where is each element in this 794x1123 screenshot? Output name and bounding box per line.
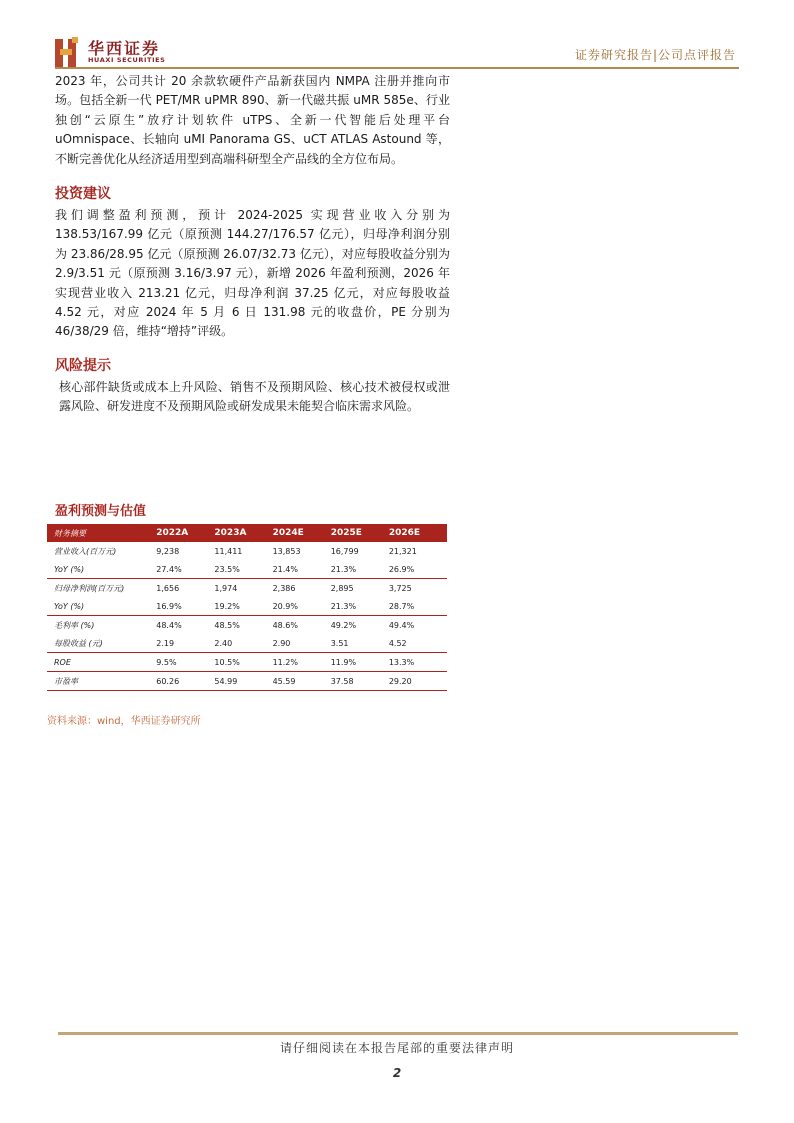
cell: 21.4% [272, 564, 298, 574]
investment-paragraph: 我们调整盈利预测，预计 2024-2025 实现营业收入分别为 138.53/167.99 亿元（原预测 144.27/176.57 亿元），归母净利润分别为 23.86/28.95 亿元（原预测 26.07/32.73 亿元），对应每股收益分别为 2.9/3.51 元（原预测 3.16/3.97 元），新增 2026 年盈利预测，2026 年实现营业收入 213.21 亿元，归母净利润 37.25 亿元，对应每股收益 4.52 元，对应 2024 年 5 月 6 日 131.98 元的收盘价，PE 分别为 46/38/29 倍，维持“增持”评级。 [55, 208, 450, 339]
cell: 16.9% [156, 601, 182, 611]
cell: 48.4% [156, 616, 214, 635]
brand-name: 华西证券 [88, 39, 161, 58]
table-row [47, 672, 447, 691]
table-row [47, 560, 447, 579]
cell: 27.4% [156, 564, 182, 574]
header-year: 2022A [156, 524, 214, 542]
cell: 21,321 [388, 546, 417, 556]
risk-paragraph: 核心部件缺货或成本上升风险、销售不及预期风险、核心技术被侵权或泄露风险、研发进度不及预期风险或研发成果未能契合临床需求风险。 [59, 379, 450, 414]
cell: 45.59 [273, 672, 331, 691]
cell: 13,853 [272, 546, 301, 556]
cell: 26.9% [388, 564, 415, 574]
table-row [47, 653, 447, 672]
investment-title: 投资建议 [55, 186, 111, 203]
huaxi-logo-icon [55, 37, 81, 67]
cell: 10.5% [214, 653, 272, 672]
cell: 2,386 [273, 579, 331, 598]
table-row [47, 597, 447, 616]
row-label: 毛利率 (%) [47, 616, 156, 635]
cell: 20.9% [272, 601, 298, 611]
cell: 54.99 [214, 672, 272, 691]
cell: 60.26 [156, 672, 214, 691]
header-year: 2026E [389, 524, 447, 542]
header-label: 财务摘要 [47, 524, 156, 542]
cell: 48.6% [273, 616, 331, 635]
cell: 2.19 [156, 638, 175, 648]
cell: 9,238 [156, 546, 180, 556]
row-label: 归母净利润(百万元) [47, 579, 156, 598]
cell: 49.2% [331, 616, 389, 635]
table-row [47, 579, 447, 598]
cell: 19.2% [214, 601, 240, 611]
cell: 21.3% [330, 601, 357, 611]
cell: 49.4% [389, 616, 447, 635]
cell: 2.90 [272, 638, 291, 648]
cell: 2,895 [331, 579, 389, 598]
page-number: 2 [392, 1066, 402, 1080]
cell: 11.2% [273, 653, 331, 672]
cell: 28.7% [388, 601, 415, 611]
row-label: 营业收入(百万元) [54, 546, 117, 556]
cell: 37.58 [331, 672, 389, 691]
report-type: 证券研究报告|公司点评报告 [574, 48, 736, 62]
cell: 1,656 [156, 579, 214, 598]
cell: 11,411 [214, 546, 243, 556]
cell: 16,799 [330, 546, 359, 556]
cell: 48.5% [214, 616, 272, 635]
table-title: 盈利预测与估值 [55, 504, 147, 519]
header-year: 2023A [214, 524, 272, 542]
cell: 3,725 [389, 579, 447, 598]
cell: 11.9% [331, 653, 389, 672]
table-row [47, 616, 447, 635]
footer-divider [58, 1032, 738, 1035]
table-row [47, 634, 447, 653]
row-label: 每股收益 (元) [54, 638, 103, 648]
cell: 1,974 [214, 579, 272, 598]
row-label: 市盈率 [47, 672, 156, 691]
page-header [0, 0, 794, 72]
main-content [55, 72, 450, 417]
forecast-table [47, 524, 447, 691]
header-year: 2024E [273, 524, 331, 542]
cell: 4.52 [388, 638, 407, 648]
cell: 13.3% [389, 653, 447, 672]
legal-notice: 请仔细阅读在本报告尾部的重要法律声明 [279, 1041, 514, 1055]
brand-name-en: HUAXI SECURITIES [88, 56, 166, 64]
row-label: YoY (%) [54, 601, 85, 611]
cell: 29.20 [389, 672, 447, 691]
row-label: YoY (%) [54, 564, 85, 574]
cell: 21.3% [330, 564, 357, 574]
table-row [47, 542, 447, 560]
table-source: 资料来源：wind，华西证券研究所 [47, 716, 201, 727]
risk-title: 风险提示 [55, 357, 111, 374]
row-label: ROE [47, 653, 156, 672]
header-divider [55, 67, 739, 69]
intro-paragraph: 2023 年，公司共计 20 余款软硬件产品新获国内 NMPA 注册并推向市场。包括全新一代 PET/MR uPMR 890、新一代磁共振 uMR 585e、行业独创“云原生”放疗计划软件 uTPS、全新一代智能后处理平台 uOmnispace、长轴向 uMI Panorama GS、uCT ATLAS Astound 等，不断完善优化从经济适用型到高端科研型全产品线的全方位布局。 [55, 74, 450, 166]
cell: 2.40 [214, 638, 233, 648]
table-header-row [47, 524, 447, 542]
cell: 9.5% [156, 653, 214, 672]
cell: 3.51 [330, 638, 349, 648]
cell: 23.5% [214, 564, 240, 574]
header-year: 2025E [331, 524, 389, 542]
